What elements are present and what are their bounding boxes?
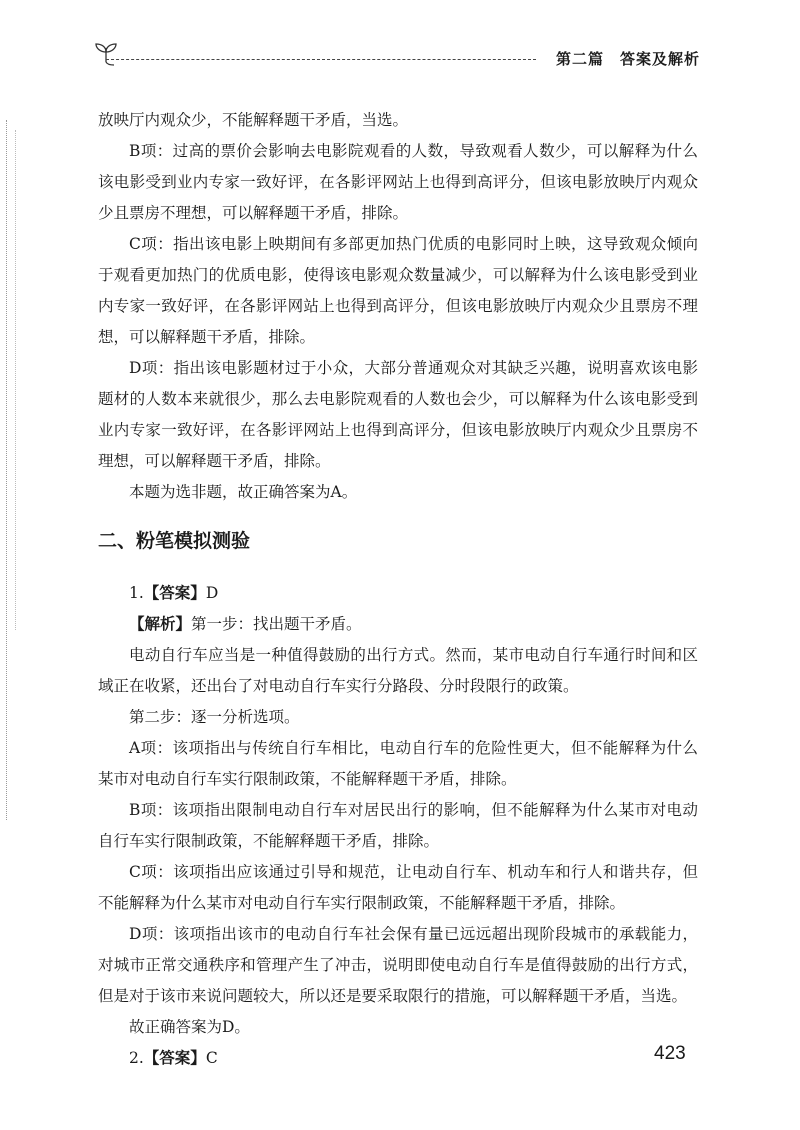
q1-answer-tag: 【答案】 <box>143 584 206 602</box>
q1-paragraph: C项：该项指出应该通过引导和规范，让电动自行车、机动车和行人和谐共存，但不能解释为什么某市对电动自行车实行限制政策，不能解释题干矛盾，排除。 <box>98 863 698 912</box>
q2-answer-tag: 【答案】 <box>143 1049 206 1067</box>
header-rule <box>106 59 536 60</box>
q1-answer-line <box>98 578 698 609</box>
q1-paragraph: 故正确答案为D。 <box>129 1018 250 1036</box>
q2-answer-line <box>98 1043 698 1074</box>
paragraph-conclusion: 本题为选非题，故正确答案为A。 <box>129 483 358 501</box>
q2-answer: C <box>205 1049 218 1067</box>
q1-number: 1. <box>129 584 144 602</box>
scan-margin-mark <box>6 120 9 820</box>
page-number: 423 <box>654 1043 686 1064</box>
q1-paragraph: A项：该项指出与传统自行车相比，电动自行车的危险性更大，但不能解释为什么某市对电动自行车实行限制政策，不能解释题干矛盾，排除。 <box>98 739 698 788</box>
q1-analysis-lead: 第一步：找出题干矛盾。 <box>191 615 362 633</box>
q1-answer: D <box>205 584 219 602</box>
running-header <box>92 40 700 80</box>
leaf-sprout-icon <box>92 40 120 68</box>
q1-paragraph: 电动自行车应当是一种值得鼓励的出行方式。然而，某市电动自行车通行时间和区域正在收紧，还出台了对电动自行车实行分路段、分时段限行的政策。 <box>98 646 698 695</box>
q1-analysis-line <box>98 609 698 640</box>
q1-paragraph: B项：该项指出限制电动自行车对居民出行的影响，但不能解释为什么某市对电动自行车实行限制政策，不能解释题干矛盾，排除。 <box>98 801 698 850</box>
header-title: 第二篇 答案及解析 <box>555 50 700 68</box>
scan-margin-mark-secondary <box>15 130 18 630</box>
q2-number: 2. <box>129 1049 144 1067</box>
q1-paragraph: 第二步：逐一分析选项。 <box>129 708 300 726</box>
q1-paragraph: D项：该项指出该市的电动自行车社会保有量已远远超出现阶段城市的承载能力，对城市正常交通秩序和管理产生了冲击，说明即使电动自行车是值得鼓励的出行方式，但是对于该市来说问题较大，所以还是要采取限行的措施，可以解释题干矛盾，当选。 <box>98 925 698 1005</box>
section-title: 二、粉笔模拟测验 <box>98 530 251 552</box>
paragraph-continuation: 放映厅内观众少，不能解释题干矛盾，当选。 <box>98 111 409 129</box>
paragraph-option-c: C项：指出该电影上映期间有多部更加热门优质的电影同时上映，这导致观众倾向于观看更加热门的优质电影，使得该电影观众数量减少，可以解释为什么该电影受到业内专家一致好评，在各影评网站上也得到高评分，但该电影放映厅内观众少且票房不理想，可以解释题干矛盾，排除。 <box>98 235 698 346</box>
paragraph-option-b: B项：过高的票价会影响去电影院观看的人数，导致观看人数少，可以解释为什么该电影受到业内专家一致好评，在各影评网站上也得到高评分，但该电影放映厅内观众少且票房不理想，可以解释题干矛盾，排除。 <box>98 142 698 222</box>
paragraph-option-d: D项：指出该电影题材过于小众，大部分普通观众对其缺乏兴趣，说明喜欢该电影题材的人数本来就很少，那么去电影院观看的人数也会少，可以解释为什么该电影受到业内专家一致好评，在各影评网站上也得到高评分，但该电影放映厅内观众少且票房不理想，可以解释题干矛盾，排除。 <box>98 359 698 470</box>
page-body <box>98 105 698 1074</box>
q1-analysis-tag: 【解析】 <box>129 615 192 633</box>
